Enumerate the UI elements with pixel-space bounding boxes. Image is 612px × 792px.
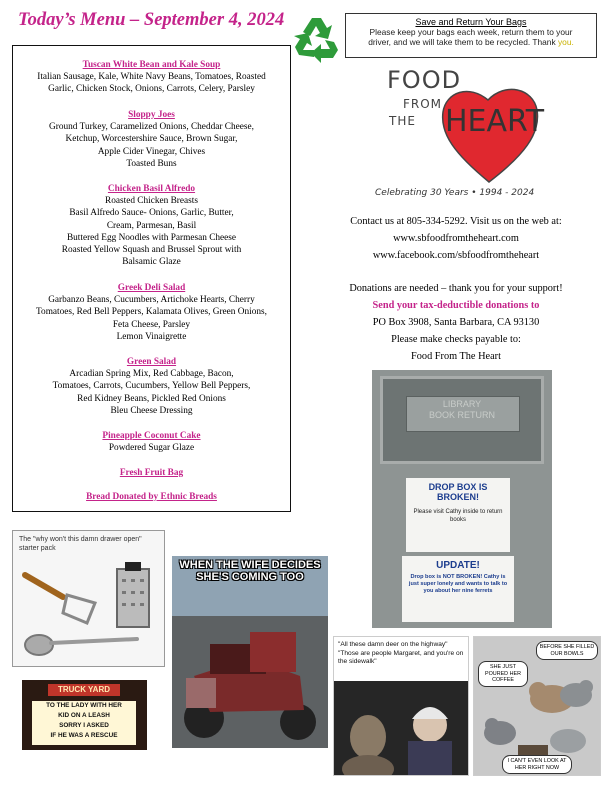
book-return-sign: LIBRARY	[442, 399, 482, 409]
cats-bubble: I CAN'T EVEN LOOK AT HER RIGHT NOW	[502, 755, 572, 774]
menu-item-line: Feta Cheese, Parsley	[112, 319, 191, 330]
book-return-photo	[372, 370, 552, 628]
truck-sign-line: IF HE WAS A RESCUE	[50, 732, 118, 739]
motorcycle-icon	[180, 616, 320, 746]
truck-yard-title: TRUCK YARD	[48, 684, 120, 696]
menu-item	[13, 183, 290, 268]
menu-item	[13, 282, 290, 343]
recycle-icon	[290, 12, 342, 64]
drop-box-note-body: Please visit Cathy inside to return books	[413, 509, 503, 523]
menu-item-line: Apple Cider Vinegar, Chives	[97, 146, 206, 157]
menu-item-line: Balsamic Glaze	[122, 257, 181, 268]
menu-item-heading: Chicken Basil Alfredo	[107, 184, 196, 194]
menu-item-line: Buttered Egg Noodles with Parmesan Cheese	[66, 232, 237, 243]
update-note-body: Drop box is NOT BROKEN! Cathy is just super lonely and wants to talk to you about her nine ferrets	[408, 574, 508, 594]
book-return-sign: BOOK RETURN	[428, 410, 495, 420]
drawer-meme	[12, 530, 165, 667]
donations-line: Donations are needed – thank you for your support!	[349, 283, 563, 294]
logo-from: FROM	[403, 97, 443, 111]
menu-item-line: Roasted Chicken Breasts	[105, 196, 198, 207]
menu-item	[13, 109, 290, 170]
menu-item	[13, 356, 290, 417]
truck-yard-sign-photo	[22, 680, 147, 750]
menu-item-line: Roasted Yellow Squash and Brussel Sprout with	[61, 245, 242, 256]
bag-notice-thanks: you.	[557, 37, 574, 47]
menu-item-line: Ground Turkey, Caramelized Onions, Cheddar Cheese,	[49, 122, 254, 133]
menu-item-line: Red Kidney Beans, Pickled Red Onions	[77, 393, 226, 404]
update-note	[402, 556, 514, 622]
page-title: Today’s Menu – September 4, 2024	[18, 10, 285, 30]
menu-item	[13, 59, 290, 96]
menu-item-heading: Fresh Fruit Bag	[119, 468, 184, 478]
logo-heart: HEART	[445, 104, 545, 139]
menu-item	[13, 467, 290, 479]
facebook-link[interactable]: www.facebook.com/sbfoodfromtheheart	[372, 250, 540, 261]
truck-sign-line: TO THE LADY WITH HER	[46, 702, 122, 709]
menu-item-line: Cream, Parmesan, Basil	[106, 220, 197, 231]
deer-meme	[333, 636, 469, 776]
cats-bubble: SHE JUST POURED HER COFFEE	[478, 661, 528, 687]
logo-the: THE	[389, 114, 416, 128]
menu-item-heading: Sloppy Joes	[128, 110, 175, 120]
menu-box	[12, 45, 291, 512]
menu-item-line: Italian Sausage, Kale, White Navy Beans, Tomatoes, Roasted	[37, 72, 266, 83]
motorcycle-meme-caption: WHEN THE WIFE DECIDES SHE'S COMING TOO	[179, 559, 321, 583]
logo-tagline: Celebrating 30 Years • 1994 - 2024	[375, 188, 535, 198]
menu-item-line: Bleu Cheese Dressing	[110, 405, 193, 416]
menu-item	[13, 491, 290, 503]
menu-item-heading: Pineapple Coconut Cake	[102, 431, 201, 441]
logo-food: FOOD	[387, 66, 462, 94]
menu-item-line: Tomatoes, Carrots, Cucumbers, Yellow Bell Peppers,	[52, 381, 251, 392]
menu-item-heading: Bread Donated by Ethnic Breads	[86, 492, 217, 502]
menu-item-line: Garlic, Chicken Stock, Onions, Carrots, Celery, Parsley	[48, 84, 255, 95]
menu-item-line: Lemon Vinaigrette	[116, 331, 187, 342]
food-from-the-heart-logo	[385, 64, 555, 204]
menu-item-heading: Green Salad	[126, 357, 177, 367]
website-link[interactable]: www.sbfoodfromtheheart.com	[393, 233, 519, 244]
cats-bubble: BEFORE SHE FILLED OUR BOWLS	[536, 641, 598, 660]
menu-item-line: Ketchup, Worcestershire Sauce, Brown Sugar,	[65, 134, 238, 145]
donations-send: Send your tax-deductible donations to	[372, 300, 540, 311]
donations-info	[300, 280, 612, 365]
menu-item-heading: Tuscan White Bean and Kale Soup	[82, 60, 221, 70]
bag-notice-line2: driver, and we will take them to be recycled. Thank	[368, 37, 558, 47]
menu-item-line: Toasted Buns	[126, 158, 177, 169]
bag-notice-line1: Please keep your bags each week, return them to your	[369, 27, 573, 37]
menu-item-heading: Greek Deli Salad	[117, 283, 186, 293]
deer-meme-line: "All these damn deer on the highway"	[338, 641, 448, 648]
update-note-title: UPDATE!	[436, 560, 480, 571]
drawer-meme-caption: The "why won't this damn drawer open" starter pack	[19, 536, 142, 552]
cats-meme	[473, 636, 601, 776]
bag-notice-heading: Save and Return Your Bags	[415, 17, 527, 27]
motorcycle-meme	[172, 556, 328, 748]
truck-sign-line: SORRY I ASKED	[59, 722, 109, 729]
donations-address: PO Box 3908, Santa Barbara, CA 93130	[372, 317, 540, 328]
bag-return-notice	[345, 13, 597, 58]
contact-info	[300, 213, 612, 264]
menu-item-line: Basil Alfredo Sauce- Onions, Garlic, Butter,	[69, 208, 234, 219]
deer-meme-line: "Those are people Margaret, and you're on the sidewalk"	[338, 649, 464, 665]
contact-line: Contact us at 805-334-5292. Visit us on the web at:	[350, 216, 562, 227]
dog-and-grandma-icon	[334, 681, 469, 776]
kitchen-utensils-icon	[17, 561, 162, 665]
menu-item-line: Arcadian Spring Mix, Red Cabbage, Bacon,	[69, 369, 234, 380]
donations-payee: Food From The Heart	[411, 351, 501, 362]
menu-item	[13, 430, 290, 454]
menu-item-line: Tomatoes, Red Bell Peppers, Kalamata Olives, Green Onions,	[36, 307, 267, 318]
drop-box-note-title: DROP BOX IS BROKEN!	[428, 482, 488, 502]
menu-item-line: Garbanzo Beans, Cucumbers, Artichoke Hearts, Cherry	[48, 295, 255, 306]
drop-box-note	[406, 478, 510, 552]
donations-payable: Please make checks payable to:	[391, 334, 521, 345]
menu-item-line: Powdered Sugar Glaze	[108, 443, 195, 454]
truck-sign-line: KID ON A LEASH	[58, 712, 110, 719]
